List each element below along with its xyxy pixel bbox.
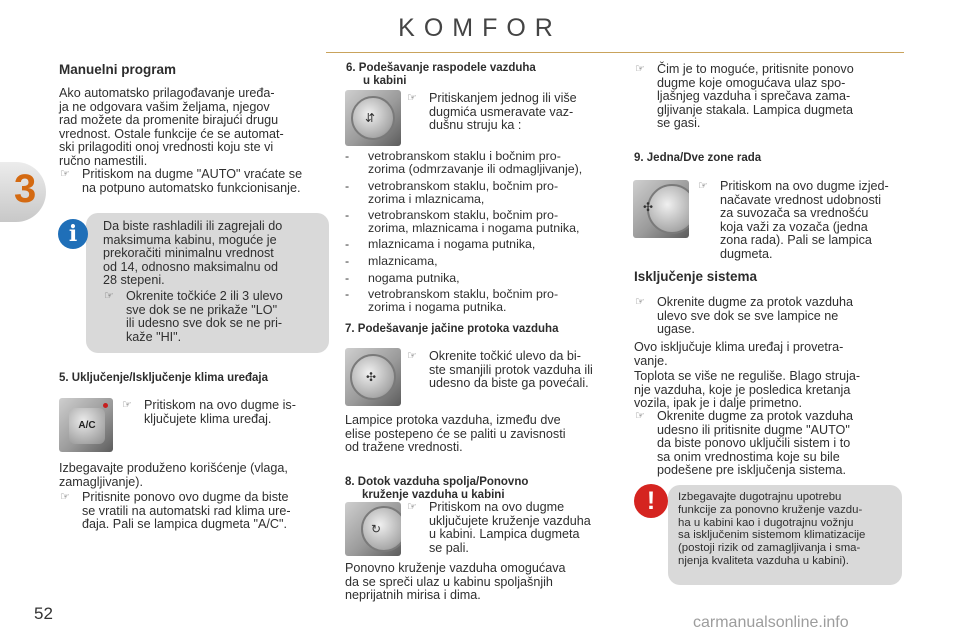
section-5-heading: 5. Uključenje/Isključenje klima uređaja	[59, 372, 269, 384]
pointer-icon: ☞	[122, 399, 132, 411]
section-7-heading: 7. Podešavanje jačine protoka vazduha	[345, 323, 559, 335]
pointer-icon: ☞	[60, 168, 70, 180]
fan-icon: ✣	[366, 370, 377, 384]
pointer-icon: ☞	[698, 180, 708, 192]
system-off-text-2: Toplota se više ne reguliše. Blago struja- nje vazduha, koje je posledica kretanja vozila, ipak je i dalje primetno.	[634, 369, 861, 411]
ac-indicator-lamp	[103, 403, 108, 408]
pointer-icon: ☞	[407, 92, 417, 104]
section-8-heading: 8. Dotok vazduha spolja/Ponovno kruženje vazduha u kabini	[345, 476, 529, 501]
list-item: - vetrobranskom staklu, bočnim pro- zorima, mlaznicama i nogama putnika,	[345, 208, 580, 236]
info-icon: i	[58, 219, 88, 249]
dual-zone-dial	[647, 184, 689, 234]
page-title: KOMFOR	[398, 14, 562, 42]
warning-icon: !	[634, 484, 668, 518]
section-5-bullet: ☞ Pritiskom na ovo dugme is- ključujete klima uređaj.	[122, 398, 296, 426]
section-9-bullet: ☞ Pritiskom na ovo dugme izjed- načavate vrednost udobnosti za suvozača sa vrednošću koja važi za vozača (jedna zona rada). Pali se lampica dugmeta.	[698, 179, 889, 261]
pointer-icon: ☞	[635, 296, 645, 308]
list-item: - vetrobranskom staklu i bočnim pro- zorima (odmrzavanje ili odmagljivanje),	[345, 149, 583, 177]
pointer-icon: ☞	[60, 491, 70, 503]
section-5-bullet-2: ☞ Pritisnite ponovo ovo dugme da biste se vratili na automatski rad klima ure- đaja. Pali se lampica dugmeta "A/C".	[60, 490, 291, 532]
chapter-number: 3	[14, 167, 37, 211]
section-5-note: Izbegavajte produženo korišćenje (vlaga, zamagljivanje).	[59, 461, 288, 489]
list-item: - nogama putnika,	[345, 271, 460, 285]
airflow-icon: ⇵	[365, 111, 376, 125]
section-8-note: Ponovno kruženje vazduha omogućava da se spreči ulaz u kabinu spoljašnjih neprijatnih mirisa i dima.	[345, 561, 566, 603]
manual-program-intro: Ako automatsko prilagođavanje uređa- ja ne odgovara vašim željama, njegov rad možete da promenite birajući drugu vrednost. Ostale funkcije će se automat- ski prilagoditi onoj vrednosti koju ste vi ručno namestili.	[59, 86, 284, 168]
ac-button-photo	[59, 398, 113, 452]
pointer-icon: ☞	[407, 350, 417, 362]
list-item: - mlaznicama i nogama putnika,	[345, 237, 536, 251]
section-6-heading: 6. Podešavanje raspodele vazduha u kabini	[346, 62, 536, 87]
info-box-text: Da biste rashladili ili zagrejali do maksimuma kabinu, moguće je prekoračiti minimalnu vrednost od 14, odnosno maksimalnu od 28 stepeni.	[103, 219, 283, 288]
dual-zone-photo	[633, 180, 689, 238]
ac-button-icon: A/C	[69, 408, 105, 444]
section-9-heading: 9. Jedna/Dve zone rada	[634, 152, 762, 164]
list-item: - mlaznicama,	[345, 254, 438, 268]
watermark: carmanualsonline.info	[693, 614, 849, 631]
list-item: - vetrobranskom staklu, bočnim pro- zorima i nogama putnika.	[345, 287, 559, 315]
system-off-heading: Isključenje sistema	[634, 269, 758, 284]
system-off-text-1: Ovo isključuje klima uređaj i provetra- vanje.	[634, 340, 844, 368]
header-rule	[326, 52, 904, 53]
recirculation-icon: ↻	[371, 522, 382, 536]
manual-program-heading: Manuelni program	[59, 62, 177, 77]
section-6-bullet: ☞ Pritiskanjem jednog ili više dugmića usmeravate vaz- dušnu struju ka :	[407, 91, 577, 133]
section-7-bullet: ☞ Okrenite točkić ulevo da bi- ste smanjili protok vazduha ili udesno da biste ga povećali.	[407, 349, 593, 391]
warning-box-text: Izbegavajte dugotrajnu upotrebu funkcije za ponovno kruženje vazdu- ha u kabini kao i dugotrajnu vožnju sa isključenim sistemom klimatizacije (postoji rizik od zamagljivanja i sma- njenja kvaliteta vazduha u kabini).	[678, 491, 866, 567]
info-box-bullet: ☞ Okrenite točkiće 2 ili 3 ulevo sve dok se ne prikaže "LO" ili udesno sve dok se ne pri- kaže "HI".	[104, 289, 283, 344]
fan-icon: ✣	[643, 200, 654, 214]
list-item: - vetrobranskom staklu, bočnim pro- zorima i mlaznicama,	[345, 179, 559, 207]
page-number: 52	[34, 604, 53, 623]
pointer-icon: ☞	[104, 290, 114, 302]
section-8-bullet: ☞ Pritiskom na ovo dugme uključujete kruženje vazduha u kabini. Lampica dugmeta se pali.	[407, 500, 591, 555]
recirculation-photo	[345, 502, 401, 556]
pointer-icon: ☞	[407, 501, 417, 513]
airflow-dial-photo	[345, 348, 401, 406]
system-off-bullet-2: ☞ Okrenite dugme za protok vazduha udesno ili pritisnite dugme "AUTO" da biste ponovo uključili sistem i to sa onim vrednostima koje su bile podešene pre isključenja sistema.	[635, 409, 854, 478]
auto-bullet: ☞ Pritiskom na dugme "AUTO" vraćate se na potpuno automatsko funkcionisanje.	[60, 167, 303, 195]
section-7-note: Lampice protoka vazduha, između dve elise postepeno će se paliti u zavisnosti od tražene vrednosti.	[345, 413, 566, 455]
recirculation-off-bullet: ☞ Čim je to moguće, pritisnite ponovo dugme koje omogućava ulaz spo- ljašnjeg vazduha i sprečava zama- gljivanje stakala. Lampica dugmeta se gasi.	[635, 62, 854, 131]
pointer-icon: ☞	[635, 410, 645, 422]
air-distribution-photo	[345, 90, 401, 146]
pointer-icon: ☞	[635, 63, 645, 75]
system-off-bullet-1: ☞ Okrenite dugme za protok vazduha ulevo sve dok se sve lampice ne ugase.	[635, 295, 854, 337]
